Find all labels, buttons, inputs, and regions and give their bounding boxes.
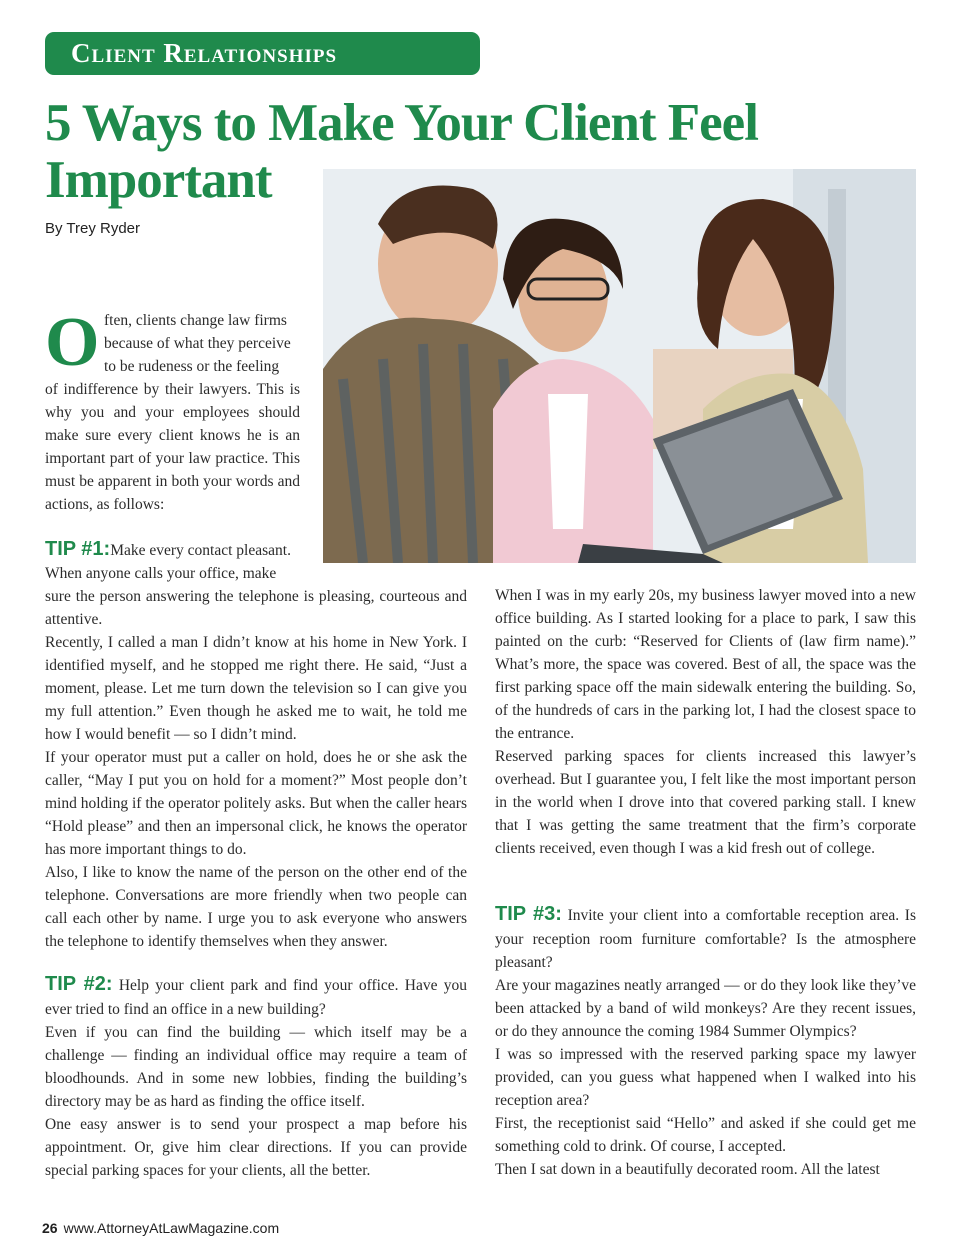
tip-3-p2: Are your magazines neatly arranged — or do they look like they’ve been attacked by a band of wild monkeys? Are they recent issues, or do they announce the coming 1984 Summer Olympics? (495, 977, 916, 1040)
intro-paragraph: of indifference by their lawyers. This is why you and your employees should make sure every client knows he is an important part of your law practice. This must be apparent in both your words and actions, as follows: (45, 381, 300, 513)
intro-line-3: to be rudeness or the feeling (104, 358, 280, 375)
page-footer (42, 1220, 279, 1236)
tip-1-label: TIP #1: (45, 538, 111, 560)
right-col-p1: When I was in my early 20s, my business lawyer moved into a new office building. As I started looking for a place to park, I saw this painted on the curb: “Reserved for Clients of (law firm name).” What’s more, the space was covered. Best of all, the space was the first parking space off the main sidewalk entering the building. So, of the hundreds of cars in the parking lot, I had the closest space to the entrance. (495, 587, 916, 742)
tip-1-p4: Also, I like to know the name of the person on the other end of the telephone. Conversations are more friendly when two people can call each other by name. I urge you to ask everyone who answers the telephone to identify themselves when they answer. (45, 864, 467, 950)
tip-3-p4: First, the receptionist said “Hello” and asked if she could get me something cold to drink. Of course, I accepted. (495, 1115, 916, 1155)
tip-1-p1-end: sure the person answering the telephone is pleasing, courteous and attentive. (45, 588, 467, 628)
tip-2-lead-text: Help your client park and find your office. Have you ever tried to find an office in a new building? (45, 977, 467, 1018)
tip-1-title: Make every contact pleasant. (110, 542, 291, 559)
intro-line-2: because of what they perceive (104, 335, 291, 352)
tip-1-p2: Recently, I called a man I didn’t know at his home in New York. I identified myself, and he stopped me right there. He said, “Just a moment, please. Let me turn down the television so I can give you my full attention.” Even though he asked me to wait, he told me how I would benefit — so I didn’t mind. (45, 634, 467, 743)
tip-2-p3: One easy answer is to send your prospect a map before his appointment. Or, give him clear directions. If you can provide special parking spaces for your clients, all the better. (45, 1116, 467, 1179)
section-banner-label: Client Relationships (71, 38, 338, 68)
tip-3-label: TIP #3: (495, 903, 562, 925)
tip-3-p5: Then I sat down in a beautifully decorated room. All the latest (495, 1161, 880, 1178)
tip-3-lead (495, 903, 916, 975)
article-headline: 5 Ways to Make Your Client Feel Important (45, 94, 758, 209)
tip-2-label: TIP #2: (45, 973, 113, 995)
tip-3-p3: I was so impressed with the reserved parking space my lawyer provided, can you guess what happened when I walked into his reception area? (495, 1046, 916, 1109)
tip-3-lead-text: Invite your client into a comfortable reception area. Is your reception room furniture comfortable? Is the atmosphere pleasant? (495, 907, 916, 971)
right-col-p2: Reserved parking spaces for clients increased this lawyer’s overhead. But I guarantee you, I felt like the most important person in the world when I drove into that covered parking stall. I knew that I was getting the same treatment that the firm’s corporate clients received, even though I was a kid fresh out of college. (495, 748, 916, 857)
people-with-laptop-photo (323, 169, 916, 563)
tip-1-p1-start: When anyone calls your office, make (45, 565, 277, 582)
tip-2-lead (45, 972, 467, 1022)
website-link[interactable]: www.AttorneyAtLawMagazine.com (63, 1220, 280, 1236)
tip-2-p2: Even if you can find the building — which itself may be a challenge — finding an individual office may require a team of bloodhounds. And in some new lobbies, finding the building’s directory may be as hard as finding the office itself. (45, 1024, 467, 1110)
tip-1-p3: If your operator must put a caller on hold, does he or she ask the caller, “May I put you on hold for a moment?” Most people don’t mind holding if the operator politely asks. But when the caller hears “Hold please” and then an impersonal click, he knows the operator has more important things to do. (45, 749, 467, 858)
drop-cap: O (45, 304, 100, 381)
page-number: 26 (42, 1220, 58, 1236)
section-banner (45, 32, 480, 75)
byline: By Trey Ryder (45, 220, 141, 237)
intro-line-1: ften, clients change law firms (104, 312, 287, 329)
tip-1-heading (45, 536, 300, 564)
